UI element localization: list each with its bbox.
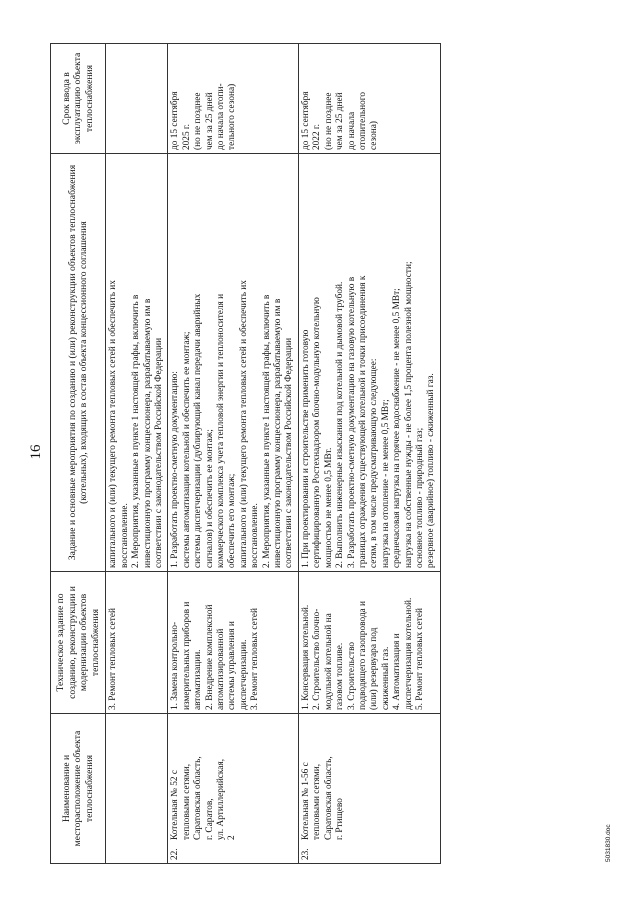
task-line: газовом топливе. <box>335 642 346 710</box>
measure-line: 1. Разработать проектно-сметную документацию: <box>170 371 181 568</box>
measure-line: нагрузка на собственные нужды - не более 1,5 процента полезной мощности; <box>403 261 414 568</box>
table-row <box>298 44 440 864</box>
task-line: автоматизированной <box>216 628 227 710</box>
measure-line: 2. Мероприятия, указанные в пункте 1 настоящей графы, включить в <box>131 294 142 568</box>
measure-line: соответствии с законодательством Российской Федерации <box>284 337 295 568</box>
measure-line: инвестиционную программу концессионера, разрабатываемую им в <box>273 298 284 568</box>
row-number: 23. <box>300 848 311 860</box>
task-line: сжиженный газ. <box>380 646 391 710</box>
deadline-line: до 15 сентября <box>170 91 181 150</box>
task-line: (или) резервуара под <box>369 627 380 710</box>
cell-object-name <box>298 714 440 864</box>
table-body <box>106 44 440 864</box>
cell-deadline <box>298 44 440 154</box>
cell-task <box>106 572 168 714</box>
deadline-line: отопительного <box>357 92 368 150</box>
object-name-line: ул. Артиллерийская, <box>216 758 227 840</box>
measure-line: восстановление. <box>119 503 130 568</box>
task-line: 4. Автоматизация и <box>392 633 403 710</box>
header-task: Техническое задание по созданию, реконструкции и модернизации объектов теплоснабжения <box>51 572 106 714</box>
deadline-line: до начала <box>346 111 357 150</box>
header-measures: Задание и основные мероприятия по созданию и (или) реконструкции объектов теплоснабжения (котельных), входящих в состав объекта концессионного соглашения <box>51 154 106 572</box>
measure-line: капитального и (или) текущего ремонта тепловых сетей и обеспечить их <box>108 280 119 568</box>
page-number: 16 <box>28 444 44 460</box>
task-line: 1. Консервация котельной. <box>300 604 311 710</box>
table-header-row <box>51 44 106 864</box>
object-name-line: тепловыми сетями, <box>312 763 323 840</box>
document-page <box>20 12 620 892</box>
cell-measure <box>106 154 168 572</box>
measure-line: сигналов) и обеспечить ее монтаж; <box>204 429 215 568</box>
task-line: измерительных приборов и <box>181 601 192 710</box>
deadline-line: до 15 сентября <box>300 91 311 150</box>
deadline-line: (но не позднее <box>193 92 204 150</box>
cell-task <box>298 572 440 714</box>
measure-line: 2. Выполнить инженерные изыскания под котельной и дымовой трубой. <box>335 281 346 568</box>
measure-line: инвестиционную программу концессионера, разрабатываемую им в <box>142 298 153 568</box>
measure-line: 1. При проектировании и строительстве применить готовую <box>300 329 311 568</box>
measure-line: сетям, в том числе предусматривающую следующее: <box>369 358 380 568</box>
cell-task <box>168 572 298 714</box>
measure-line: основное топливо - природный газ; <box>414 427 425 568</box>
measure-line: нагрузка на отопление - не менее 0,5 МВт; <box>380 399 391 568</box>
object-name-line: тепловыми сетями, <box>181 763 192 840</box>
header-deadline: Срок ввода в эксплуатацию объекта теплоснабжения <box>51 44 106 154</box>
deadline-line: 2022 г. <box>312 123 323 150</box>
cell-object-name <box>106 714 168 864</box>
task-line: системы управления и <box>227 621 238 710</box>
object-name-line: Саратовская область, <box>193 756 204 840</box>
deadline-line: (но не позднее <box>323 92 334 150</box>
cell-deadline <box>168 44 298 154</box>
task-line: 2. Внедрение комплексной <box>204 604 215 710</box>
object-name-line: 2 <box>227 835 238 840</box>
measure-line: среднечасовая нагрузка на горячее водоснабжение - не менее 0,5 МВт; <box>392 288 403 568</box>
deadline-line: тельного сезона) <box>227 83 238 150</box>
task-line: 5. Ремонт тепловых сетей <box>414 608 425 710</box>
table-row <box>168 44 298 864</box>
measure-line: мощностью не менее 0,5 МВт. <box>323 447 334 568</box>
measure-line: системы автоматизации котельной и обеспечить ее монтаж; <box>181 331 192 568</box>
header-name: Наименование и месторасположение объекта теплоснабжения <box>51 714 106 864</box>
task-line: диспетчеризации. <box>238 639 249 710</box>
measure-line: границах ограждения существующей котельной и точки присоединения к <box>357 275 368 568</box>
measure-line: системы диспетчеризации (дублирующий канал передачи аварийных <box>193 293 204 568</box>
cell-deadline <box>106 44 168 154</box>
measure-line: 2. Мероприятия, указанные в пункте 1 настоящей графы, включить в <box>261 294 272 568</box>
task-line: диспетчеризация котельной. <box>403 597 414 710</box>
object-name-line: Котельная № 52 с <box>170 770 181 840</box>
measure-line: соответствии с законодательством Российской Федерации <box>154 337 164 568</box>
task-line: 3. Строительство <box>346 641 357 710</box>
measure-line: капитального и (или) текущего ремонта тепловых сетей и обеспечить их <box>238 280 249 568</box>
document-file-code: 5031830.doc <box>605 824 612 862</box>
deadline-line: до начала отопи- <box>216 83 227 150</box>
task-line: 3. Ремонт тепловых сетей <box>108 608 119 710</box>
cell-measure <box>168 154 298 572</box>
cell-measure <box>298 154 440 572</box>
task-line: автоматизации. <box>193 649 204 710</box>
measure-line: 3. Разработать проектно-сметную документацию на газовую котельную в <box>346 276 357 568</box>
deadline-line: 2025 г. <box>181 123 192 150</box>
measure-line: коммерческого комплекса учета тепловой энергии и теплоносителя и <box>216 293 227 568</box>
task-line: подводящего газопровода и <box>357 601 368 710</box>
deadline-line: сезона) <box>369 121 380 150</box>
table-row <box>106 44 168 864</box>
deadline-line: чем за 25 дней <box>204 92 215 150</box>
task-line: модульной котельной на <box>323 613 334 710</box>
task-line: 1. Замена контрольно- <box>170 621 181 710</box>
object-name-line: г. Ртищево <box>335 798 346 840</box>
object-name-line: Котельная № 1-56 с <box>300 762 311 840</box>
task-line: 2. Строительство блочно- <box>312 608 323 710</box>
task-line: 3. Ремонт тепловых сетей <box>250 608 261 710</box>
measure-line: обеспечить его монтаж; <box>227 473 238 568</box>
row-number: 22. <box>170 848 181 860</box>
object-name-line: Саратовская область, <box>323 756 334 840</box>
measure-line: восстановление. <box>250 503 261 568</box>
object-name-line: г. Саратов, <box>204 798 215 840</box>
cell-object-name <box>168 714 298 864</box>
measure-line: резервное (аварийное) топливо - сжиженный газ. <box>426 373 437 568</box>
deadline-line: чем за 25 дней <box>335 92 346 150</box>
measure-line: сертифицированную Ростехнадзором блочно-модульную котельную <box>312 297 323 568</box>
facilities-table <box>50 43 441 864</box>
